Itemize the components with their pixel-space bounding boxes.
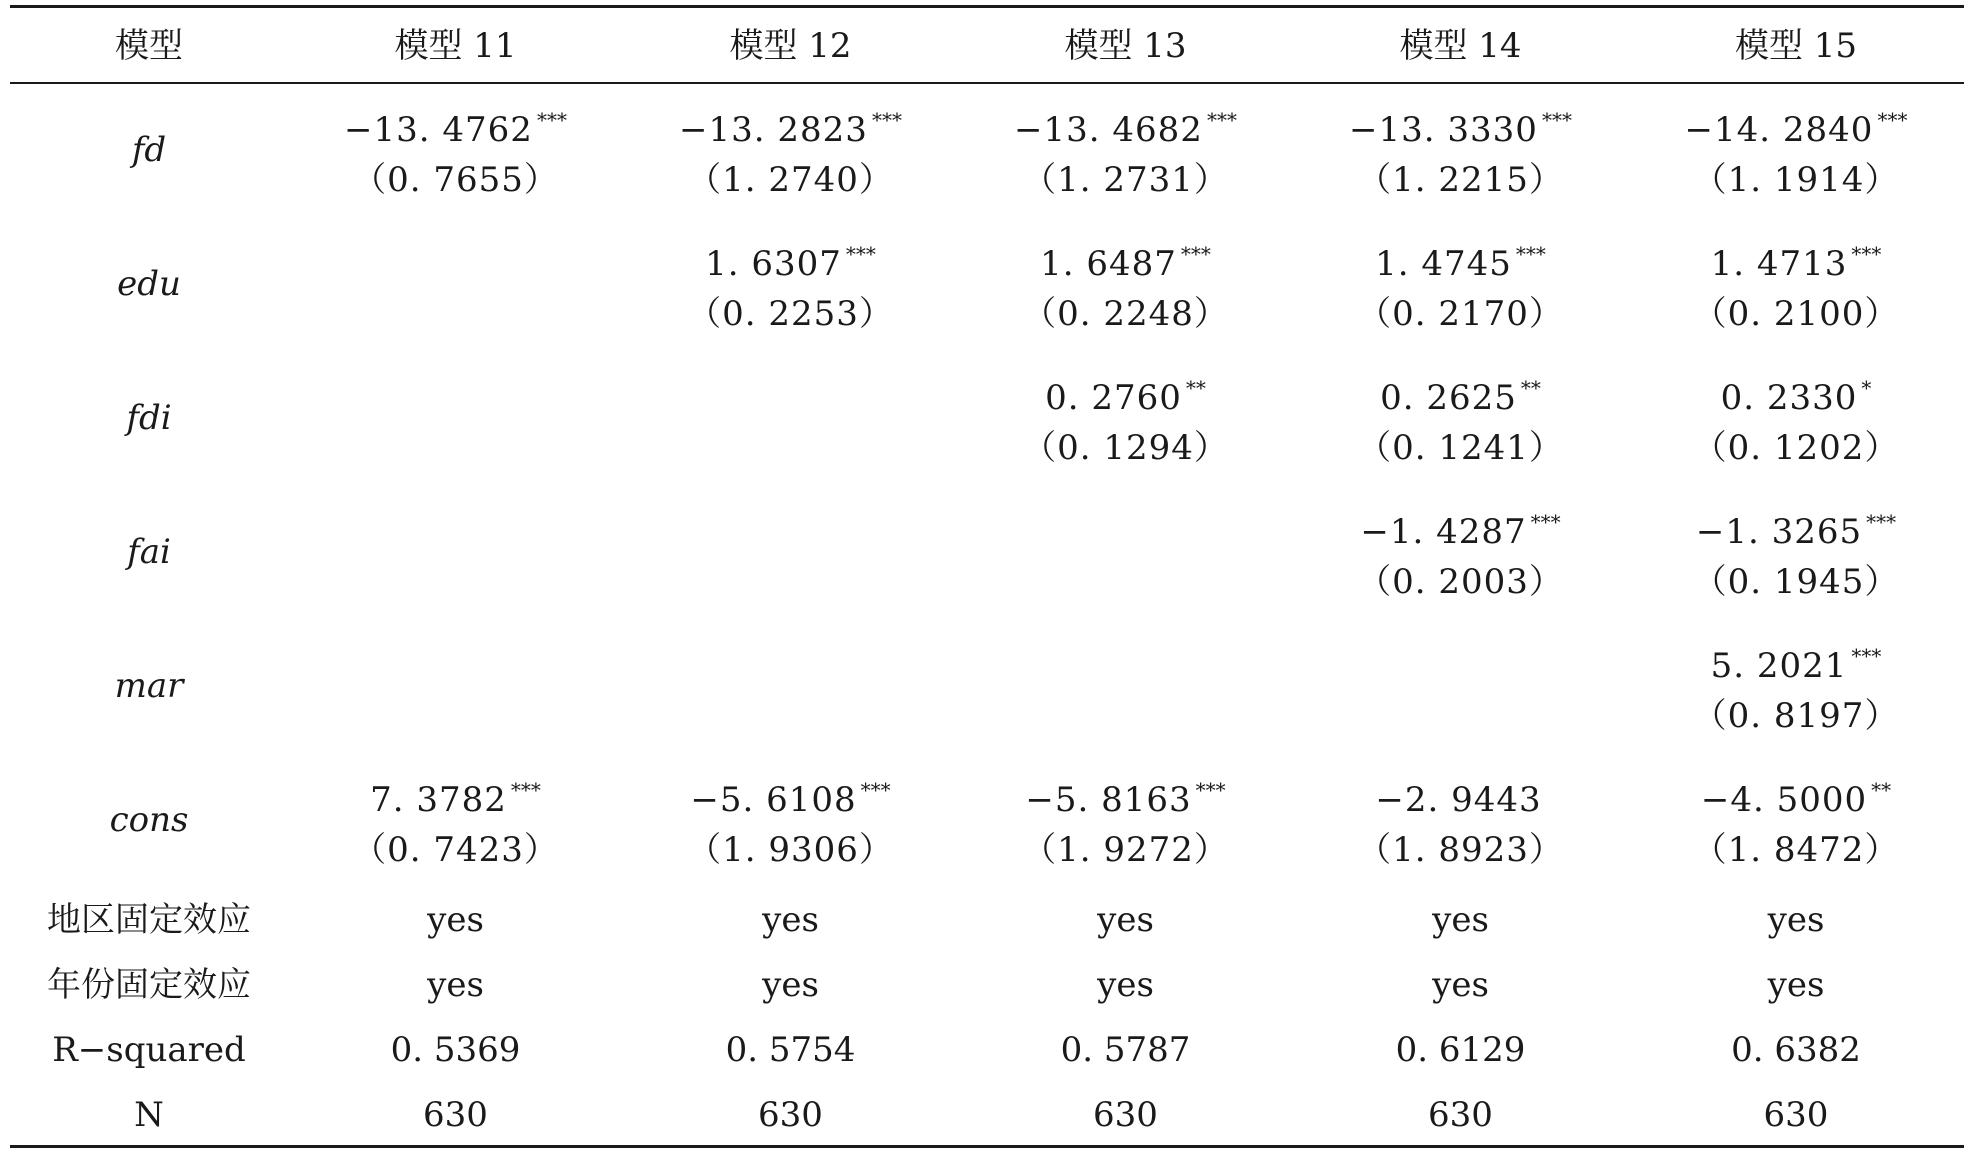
table-cell	[958, 485, 1293, 619]
table-cell: yes	[1432, 899, 1489, 940]
standard-error: （1. 2740）	[687, 160, 894, 200]
table-cell	[288, 485, 623, 619]
table-body	[10, 83, 1964, 1147]
coefficient: 1. 6487 ***	[1040, 242, 1211, 284]
table-cell: yes	[762, 964, 819, 1005]
coefficient	[454, 388, 458, 448]
coefficient	[1124, 656, 1128, 716]
significance-stars: ***	[1206, 108, 1237, 132]
variable-name: fai	[127, 532, 171, 572]
table-cell: yes	[1767, 899, 1825, 940]
significance-stars: ***	[1541, 108, 1572, 132]
significance-stars: **	[1520, 376, 1541, 400]
standard-error: （0. 1294）	[1022, 428, 1229, 468]
table-cell	[288, 619, 623, 753]
standard-error: （0. 2248）	[1022, 294, 1229, 334]
table-cell	[958, 753, 1293, 887]
variable-name: fdi	[126, 398, 172, 438]
table-cell	[623, 217, 958, 351]
coefficient: 0. 2625 **	[1380, 376, 1541, 418]
coefficient: 0. 2760 **	[1045, 376, 1206, 418]
coefficient: −13. 2823 ***	[679, 108, 902, 150]
table-cell: 0. 5754	[725, 1029, 856, 1070]
coefficient	[789, 388, 793, 448]
standard-error: （1. 9306）	[687, 830, 894, 870]
table-cell	[288, 217, 623, 351]
standard-error: （1. 8923）	[1357, 830, 1564, 870]
table-cell	[288, 753, 623, 887]
coefficient: −1. 4287 ***	[1360, 510, 1561, 552]
table-row	[10, 887, 1964, 952]
table-cell: yes	[427, 964, 484, 1005]
significance-stars: *	[1861, 376, 1872, 400]
coefficient: 1. 4713 ***	[1710, 242, 1882, 284]
table-cell	[1293, 217, 1628, 351]
table-cell: 0. 6382	[1731, 1029, 1861, 1070]
table-cell: 0. 6129	[1395, 1029, 1526, 1070]
table-cell: 630	[758, 1094, 823, 1135]
table-row	[10, 1017, 1964, 1082]
table-row	[10, 485, 1964, 619]
table-cell	[623, 485, 958, 619]
standard-error: （0. 1241）	[1357, 428, 1564, 468]
row-label: N	[134, 1094, 164, 1135]
coefficient: −5. 6108 ***	[690, 778, 891, 820]
table-cell	[958, 83, 1293, 217]
table-cell: yes	[427, 899, 484, 940]
significance-stars: ***	[860, 778, 891, 802]
header-row	[10, 8, 1964, 83]
table-cell	[623, 351, 958, 485]
table-cell	[623, 83, 958, 217]
coefficient: 1. 4745 ***	[1375, 242, 1546, 284]
table-cell	[958, 351, 1293, 485]
coefficient: 7. 3782 ***	[370, 778, 541, 820]
coefficient	[454, 254, 458, 314]
column-header: 模型 14	[1399, 25, 1522, 66]
significance-stars: ***	[1866, 510, 1897, 534]
table-row	[10, 1082, 1964, 1147]
table-cell: 0. 5369	[390, 1029, 521, 1070]
row-label: 年份固定效应	[47, 964, 251, 1005]
coefficient: 1. 6307 ***	[705, 242, 876, 284]
standard-error: （0. 7423）	[352, 830, 559, 870]
column-header: 模型 13	[1064, 25, 1187, 66]
table-cell	[958, 217, 1293, 351]
row-label: R−squared	[52, 1029, 246, 1070]
significance-stars: ***	[845, 242, 876, 266]
coefficient	[1459, 656, 1463, 716]
table-cell	[1293, 485, 1628, 619]
standard-error: （1. 8472）	[1692, 830, 1900, 870]
significance-stars: ***	[1195, 778, 1226, 802]
coefficient: 0. 2330 *	[1720, 376, 1872, 418]
table-row	[10, 351, 1964, 485]
table-cell	[1628, 485, 1964, 619]
table-cell	[1293, 619, 1628, 753]
standard-error: （1. 2215）	[1357, 160, 1564, 200]
coefficient: 5. 2021 ***	[1710, 644, 1882, 686]
standard-error: （0. 1945）	[1692, 562, 1900, 602]
table-cell: 630	[1428, 1094, 1493, 1135]
table-cell: yes	[1097, 964, 1154, 1005]
significance-stars: ***	[1851, 242, 1882, 266]
coefficient: −14. 2840 ***	[1684, 108, 1908, 150]
coefficient: −5. 8163 ***	[1025, 778, 1226, 820]
table-row	[10, 217, 1964, 351]
coefficient	[454, 522, 458, 582]
table-cell: 630	[1763, 1094, 1829, 1135]
coefficient: −13. 4762 ***	[344, 108, 567, 150]
table-cell: yes	[1767, 964, 1825, 1005]
regression-table	[10, 8, 1964, 1147]
table-cell	[1628, 753, 1964, 887]
standard-error: （0. 2003）	[1357, 562, 1564, 602]
table-cell	[1628, 619, 1964, 753]
table-cell	[1293, 83, 1628, 217]
table-cell	[1628, 83, 1964, 217]
significance-stars: ***	[536, 108, 567, 132]
standard-error: （0. 2170）	[1357, 294, 1564, 334]
significance-stars: ***	[1851, 644, 1882, 668]
table-row	[10, 83, 1964, 217]
significance-stars: ***	[1877, 108, 1908, 132]
column-header: 模型	[115, 25, 183, 66]
significance-stars: ***	[1530, 510, 1561, 534]
significance-stars: ***	[1180, 242, 1211, 266]
column-header: 模型 15	[1734, 25, 1858, 66]
table-cell: yes	[762, 899, 819, 940]
table-cell: yes	[1432, 964, 1489, 1005]
coefficient: −13. 4682 ***	[1014, 108, 1237, 150]
table-cell	[623, 753, 958, 887]
variable-name: cons	[109, 800, 189, 840]
coefficient	[1124, 522, 1128, 582]
standard-error: （0. 2253）	[687, 294, 894, 334]
table-cell: 630	[1093, 1094, 1158, 1135]
coefficient	[789, 522, 793, 582]
row-label: 地区固定效应	[47, 899, 251, 940]
table-cell	[288, 83, 623, 217]
significance-stars: **	[1871, 778, 1892, 802]
standard-error: （1. 2731）	[1022, 160, 1229, 200]
coefficient: −13. 3330 ***	[1349, 108, 1572, 150]
variable-name: fd	[131, 130, 167, 170]
standard-error: （0. 2100）	[1692, 294, 1900, 334]
standard-error: （1. 1914）	[1692, 160, 1900, 200]
table-cell: 0. 5787	[1060, 1029, 1191, 1070]
table-row	[10, 619, 1964, 753]
standard-error: （1. 9272）	[1022, 830, 1229, 870]
significance-stars: **	[1185, 376, 1206, 400]
coefficient: −1. 3265 ***	[1695, 510, 1897, 552]
significance-stars: ***	[1515, 242, 1546, 266]
significance-stars: ***	[871, 108, 902, 132]
coefficient: −2. 9443	[1375, 780, 1542, 820]
coefficient	[454, 656, 458, 716]
table-cell	[1293, 351, 1628, 485]
table-row	[10, 753, 1964, 887]
table-cell	[1628, 351, 1964, 485]
coefficient	[789, 656, 793, 716]
significance-stars: ***	[510, 778, 541, 802]
table-cell	[1628, 217, 1964, 351]
variable-name: edu	[117, 264, 181, 304]
column-header: 模型 11	[394, 25, 517, 66]
coefficient: −4. 5000 **	[1700, 778, 1892, 820]
variable-name: mar	[114, 666, 184, 706]
table-cell: 630	[423, 1094, 488, 1135]
table-cell	[958, 619, 1293, 753]
table-cell	[623, 619, 958, 753]
table-cell	[288, 351, 623, 485]
column-header: 模型 12	[729, 25, 852, 66]
standard-error: （0. 8197）	[1692, 696, 1900, 736]
table-cell	[1293, 753, 1628, 887]
standard-error: （0. 1202）	[1692, 428, 1900, 468]
table-row	[10, 952, 1964, 1017]
standard-error: （0. 7655）	[352, 160, 559, 200]
table-cell: yes	[1097, 899, 1154, 940]
